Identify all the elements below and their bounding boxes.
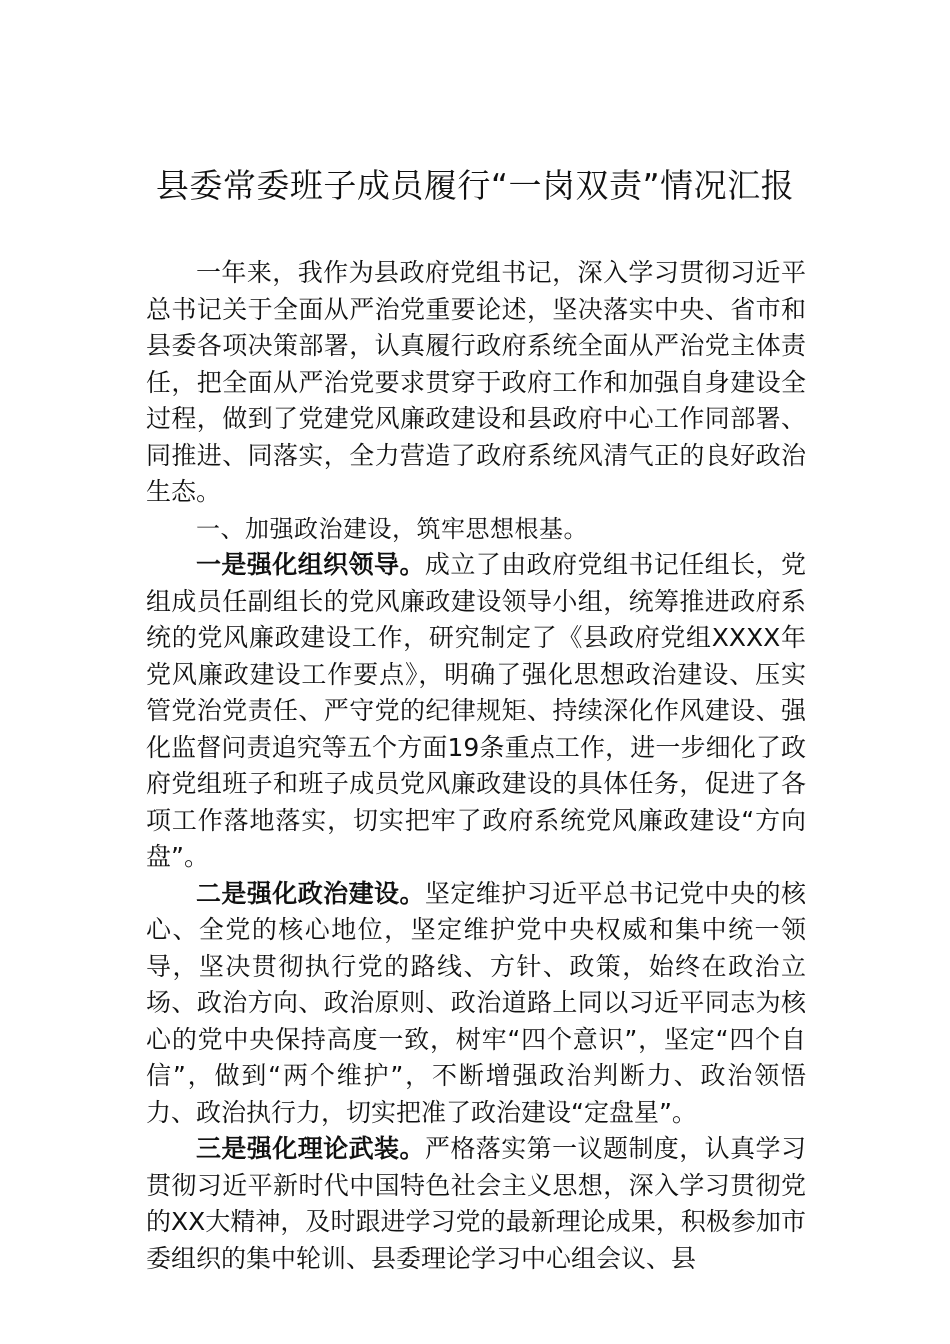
item-lead-1: 一是强化组织领导。: [196, 550, 425, 579]
item-paragraph-3: [146, 1131, 806, 1277]
document-title: 县委常委班子成员履行“一岗双责”情况汇报: [155, 166, 795, 205]
item-paragraph-2: [146, 876, 806, 1132]
item-paragraph-1: [146, 547, 806, 876]
item-text-2: 坚定维护习近平总书记党中央的核心、全党的核心地位，坚定维护党中央权威和集中统一领导，坚决贯彻执行党的路线、方针、政策，始终在政治立场、政治方向、政治原则、政治道路上同以习近平同志为核心的党中央保持高度一致，树牢“四个意识”，坚定“四个自信”，做到“两个维护”，不断增强政治判断力、政治领悟力、政治执行力，切实把准了政治建设“定盘星”。: [146, 878, 806, 1127]
item-lead-2: 二是强化政治建设。: [196, 878, 425, 908]
item-text-3: 严格落实第一议题制度，认真学习贯彻习近平新时代中国特色社会主义思想，深入学习贯彻党的XX大精神，及时跟进学习党的最新理论成果，积极参加市委组织的集中轮训、县委理论学习中心组会议、县: [146, 1134, 806, 1273]
document-body: [146, 255, 806, 1277]
item-text-1: 成立了由政府党组书记任组长，党组成员任副组长的党风廉政建设领导小组，统筹推进政府系统的党风廉政建设工作，研究制定了《县政府党组XXXX年党风廉政建设工作要点》，明确了强化思想政治建设、压实管党治党责任、严守党的纪律规矩、持续深化作风建设、强化监督问责追究等五个方面19条重点工作，进一步细化了政府党组班子和班子成员党风廉政建设的具体任务，促进了各项工作落地落实，切实把牢了政府系统党风廉政建设“方向盘”。: [146, 550, 806, 871]
section-heading: 一、加强政治建设，筑牢思想根基。: [196, 514, 588, 543]
item-lead-3: 三是强化理论武装。: [196, 1134, 425, 1163]
intro-paragraph: 一年来，我作为县政府党组书记，深入学习贯彻习近平总书记关于全面从严治党重要论述，坚决落实中央、省市和县委各项决策部署，认真履行政府系统全面从严治党主体责任，把全面从严治党要求贯穿于政府工作和加强自身建设全过程，做到了党建党风廉政建设和县政府中心工作同部署、同推进、同落实，全力营造了政府系统风清气正的良好政治生态。: [146, 258, 806, 506]
